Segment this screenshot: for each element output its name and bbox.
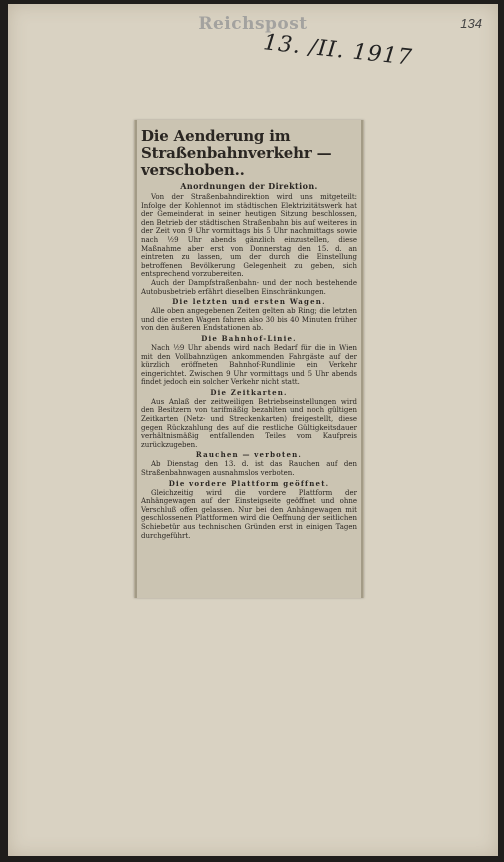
section-text-front-platform: Gleichzeitig wird die vordere Plattform der Anhängewagen auf der Einsteigseite geöffnet und ohne Verschluß offen gelassen. Nur bei den Anhängewagen mit geschlossenen Plattformen wird die Oeffnung der seitlichen Schiebetür aus technischen Gründen erst in einigen Tagen durchgeführt. — [141, 488, 357, 540]
archive-sheet — [8, 4, 498, 856]
article-intro: Von der Straßenbahndirektion wird uns mitgeteilt: Infolge der Kohlennot im städtischen Elektrizitätswerk hat der Gemeinderat in seiner heutigen Sitzung beschlossen, den Betrieb der städtischen Straßenbahn bis auf weiteres in der Zeit von 9 Uhr vormittags bis 5 Uhr nachmittags sowie nach ½9 Uhr abends gänzlich einzustellen, diese Maßnahme aber erst von Donnerstag den 15. d. an eintreten zu lassen, um der durch die Einstellung betroffenen Bevölkerung Gelegenheit zu geben, sich entsprechend vorzubereiten. — [141, 193, 357, 279]
article-headline: Die Aenderung im Straßenbahnverkehr — verschoben.. — [141, 127, 332, 179]
article-subheading: Anordnungen der Direktion. — [180, 181, 318, 191]
clipping-edge-right — [361, 120, 363, 598]
newspaper-clipping — [134, 120, 364, 598]
clipping-edge-left — [135, 120, 137, 598]
clipping-content — [141, 128, 357, 540]
section-text-season-tickets: Aus Anlaß der zeitweiligen Betriebseinstellungen wird den Besitzern von tarifmäßig bezahlten und noch gültigen Zeitkarten (Netz- und Streckenkarten) freigestellt, diese gegen Rückzahlung des auf die restliche Gültigkeitsdauer verhältnismäßig entfallenden Teiles vom Kaufpreis zurückzugeben. — [141, 397, 357, 449]
section-title-season-tickets: Die Zeitkarten. — [210, 387, 288, 397]
archive-stamp: Reichspost — [198, 14, 308, 34]
section-title-station-line: Die Bahnhof-Linie. — [201, 333, 297, 343]
section-text-last-first-cars: Alle oben angegebenen Zeiten gelten ab Ring; die letzten und die ersten Wagen fahren also 30 bis 40 Minuten früher von den äußeren Endstationen ab. — [141, 307, 357, 333]
handwritten-date: 13. /II. 1917 — [262, 30, 414, 71]
section-text-smoking: Ab Dienstag den 13. d. ist das Rauchen auf den Straßenbahnwagen ausnahmslos verboten. — [141, 460, 357, 478]
section-title-last-first-cars: Die letzten und ersten Wagen. — [172, 297, 326, 307]
section-text-station-line: Nach ½9 Uhr abends wird nach Bedarf für die in Wien mit den Vollbahnzügen ankommenden Fahrgäste auf der kürzlich eröffneten Bahnhof-Rundlinie ein Verkehr eingerichtet. Zwischen 9 Uhr vormittags und 5 Uhr abends findet jedoch ein solcher Verkehr nicht statt. — [141, 343, 357, 387]
page-number: 134 — [460, 16, 482, 31]
section-title-smoking: Rauchen — verboten. — [195, 450, 303, 460]
article-intro-2: Auch der Dampfstraßenbahn- und der noch bestehende Autobusbetrieb erfährt dieselben Einschränkungen. — [141, 278, 357, 296]
section-title-front-platform: Die vordere Plattform geöffnet. — [168, 478, 330, 488]
